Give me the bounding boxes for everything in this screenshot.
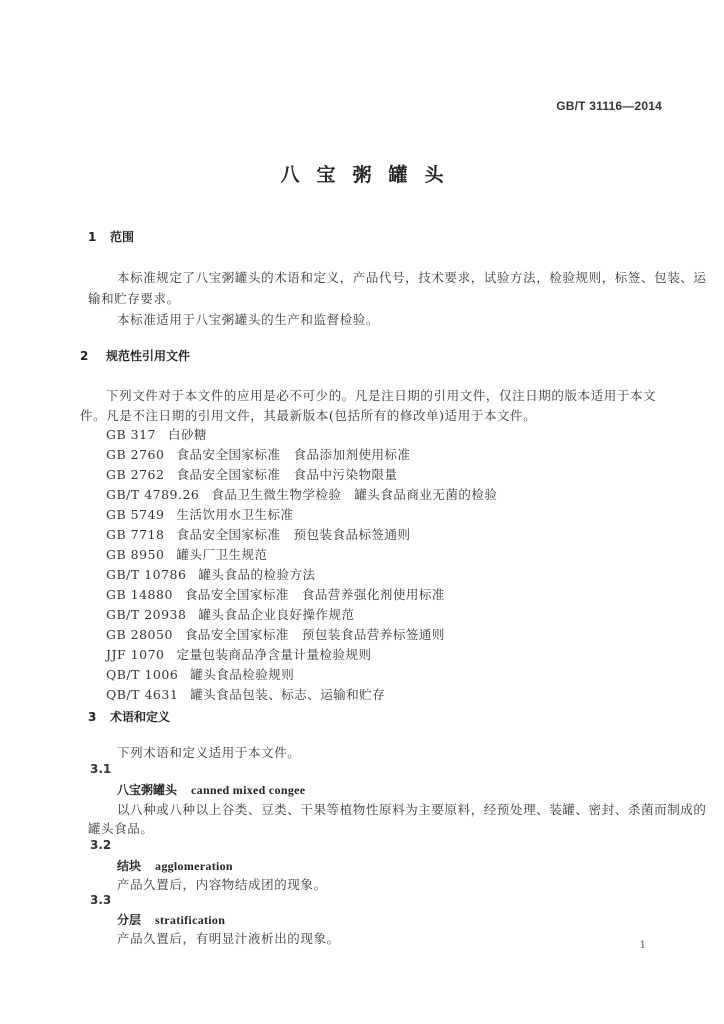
reference-code: GB 2760 bbox=[106, 447, 165, 462]
term-definition-line1: 产品久置后，有明显汁液析出的现象。 bbox=[117, 931, 340, 946]
term-english: stratification bbox=[155, 913, 226, 927]
reference-name: 食品安全国家标准 食品营养强化剂使用标准 bbox=[184, 587, 445, 602]
reference-code: GB 5749 bbox=[106, 507, 165, 522]
reference-code: GB/T 20938 bbox=[106, 607, 187, 622]
reference-name: 白砂糖 bbox=[168, 427, 208, 442]
reference-item bbox=[106, 505, 293, 523]
reference-name: 食品卫生微生物学检验 罐头食品商业无菌的检验 bbox=[211, 487, 498, 502]
reference-item bbox=[106, 465, 397, 483]
scope-paragraph-line1: 本标准规定了八宝粥罐头的术语和定义，产品代号，技术要求，试验方法，检验规则，标签、包装、运 bbox=[117, 270, 707, 285]
terms-intro: 下列术语和定义适用于本文件。 bbox=[117, 745, 301, 760]
section-heading-scope bbox=[88, 228, 134, 245]
reference-item bbox=[106, 585, 445, 603]
reference-name: 罐头食品包装、标志、运输和贮存 bbox=[190, 687, 386, 702]
section-heading-terms bbox=[88, 708, 170, 725]
reference-item bbox=[106, 425, 207, 443]
section-heading-references bbox=[80, 347, 190, 364]
reference-code: GB 8950 bbox=[106, 547, 165, 562]
reference-item bbox=[106, 565, 315, 583]
reference-item bbox=[106, 445, 410, 463]
references-intro-line1: 下列文件对于本文件的应用是必不可少的。凡是注日期的引用文件，仅注日期的版本适用于本文 bbox=[106, 388, 657, 403]
clause-number: 3.1 bbox=[90, 762, 112, 776]
reference-item bbox=[106, 525, 410, 543]
reference-code: QB/T 1006 bbox=[106, 667, 179, 682]
reference-name: 罐头厂卫生规范 bbox=[176, 547, 268, 562]
reference-name: 食品安全国家标准 食品中污染物限量 bbox=[176, 467, 398, 482]
clause-number: 3.3 bbox=[90, 893, 112, 907]
reference-item bbox=[106, 485, 497, 503]
term-chinese: 结块 bbox=[117, 859, 142, 873]
term-english: canned mixed congee bbox=[191, 783, 306, 797]
section-title: 规范性引用文件 bbox=[106, 349, 191, 363]
scope-paragraph-2: 本标准适用于八宝粥罐头的生产和监督检验。 bbox=[117, 312, 380, 327]
term-entry bbox=[117, 781, 305, 798]
reference-code: GB 7718 bbox=[106, 527, 165, 542]
reference-item bbox=[106, 625, 445, 643]
reference-name: 食品安全国家标准 预包装食品标签通则 bbox=[176, 527, 411, 542]
reference-code: GB 2762 bbox=[106, 467, 165, 482]
term-definition-line1: 产品久置后，内容物结成团的现象。 bbox=[117, 877, 327, 892]
reference-code: QB/T 4631 bbox=[106, 687, 179, 702]
reference-code: GB/T 10786 bbox=[106, 567, 187, 582]
reference-item bbox=[106, 605, 354, 623]
reference-name: 罐头食品的检验方法 bbox=[198, 567, 316, 582]
section-number: 1 bbox=[88, 230, 97, 244]
section-title: 术语和定义 bbox=[110, 710, 171, 724]
reference-name: 定量包装商品净含量计量检验规则 bbox=[176, 647, 372, 662]
term-definition-line2: 罐头食品。 bbox=[88, 821, 154, 836]
section-number: 2 bbox=[80, 349, 89, 363]
reference-code: GB 317 bbox=[106, 427, 157, 442]
reference-name: 生活饮用水卫生标准 bbox=[176, 507, 294, 522]
clause-number: 3.2 bbox=[90, 838, 112, 852]
reference-item bbox=[106, 545, 267, 563]
reference-name: 罐头食品检验规则 bbox=[190, 667, 295, 682]
references-intro-line2: 件。凡是不注日期的引用文件，其最新版本(包括所有的修改单)适用于本文件。 bbox=[80, 408, 537, 423]
section-title: 范围 bbox=[110, 230, 135, 244]
standard-number: GB/T 31116—2014 bbox=[556, 99, 662, 113]
reference-name: 食品安全国家标准 食品添加剂使用标准 bbox=[176, 447, 411, 462]
page-number: 1 bbox=[639, 940, 646, 951]
reference-item bbox=[106, 665, 294, 683]
term-chinese: 八宝粥罐头 bbox=[117, 783, 178, 797]
reference-code: JJF 1070 bbox=[106, 647, 165, 662]
reference-item bbox=[106, 645, 372, 663]
section-number: 3 bbox=[88, 710, 97, 724]
term-entry bbox=[117, 911, 225, 928]
reference-code: GB/T 4789.26 bbox=[106, 487, 200, 502]
term-english: agglomeration bbox=[155, 859, 233, 873]
term-definition-line1: 以八种或八种以上谷类、豆类、干果等植物性原料为主要原料，经预处理、装罐、密封、杀菌而制成的 bbox=[117, 802, 707, 817]
reference-name: 罐头食品企业良好操作规范 bbox=[198, 607, 355, 622]
term-entry bbox=[117, 857, 233, 874]
reference-code: GB 14880 bbox=[106, 587, 173, 602]
scope-paragraph-line2: 输和贮存要求。 bbox=[88, 291, 180, 306]
document-title: 八宝粥罐头 bbox=[280, 164, 461, 186]
reference-name: 食品安全国家标准 预包装食品营养标签通则 bbox=[184, 627, 445, 642]
reference-item bbox=[106, 685, 385, 703]
reference-code: GB 28050 bbox=[106, 627, 173, 642]
term-chinese: 分层 bbox=[117, 913, 142, 927]
